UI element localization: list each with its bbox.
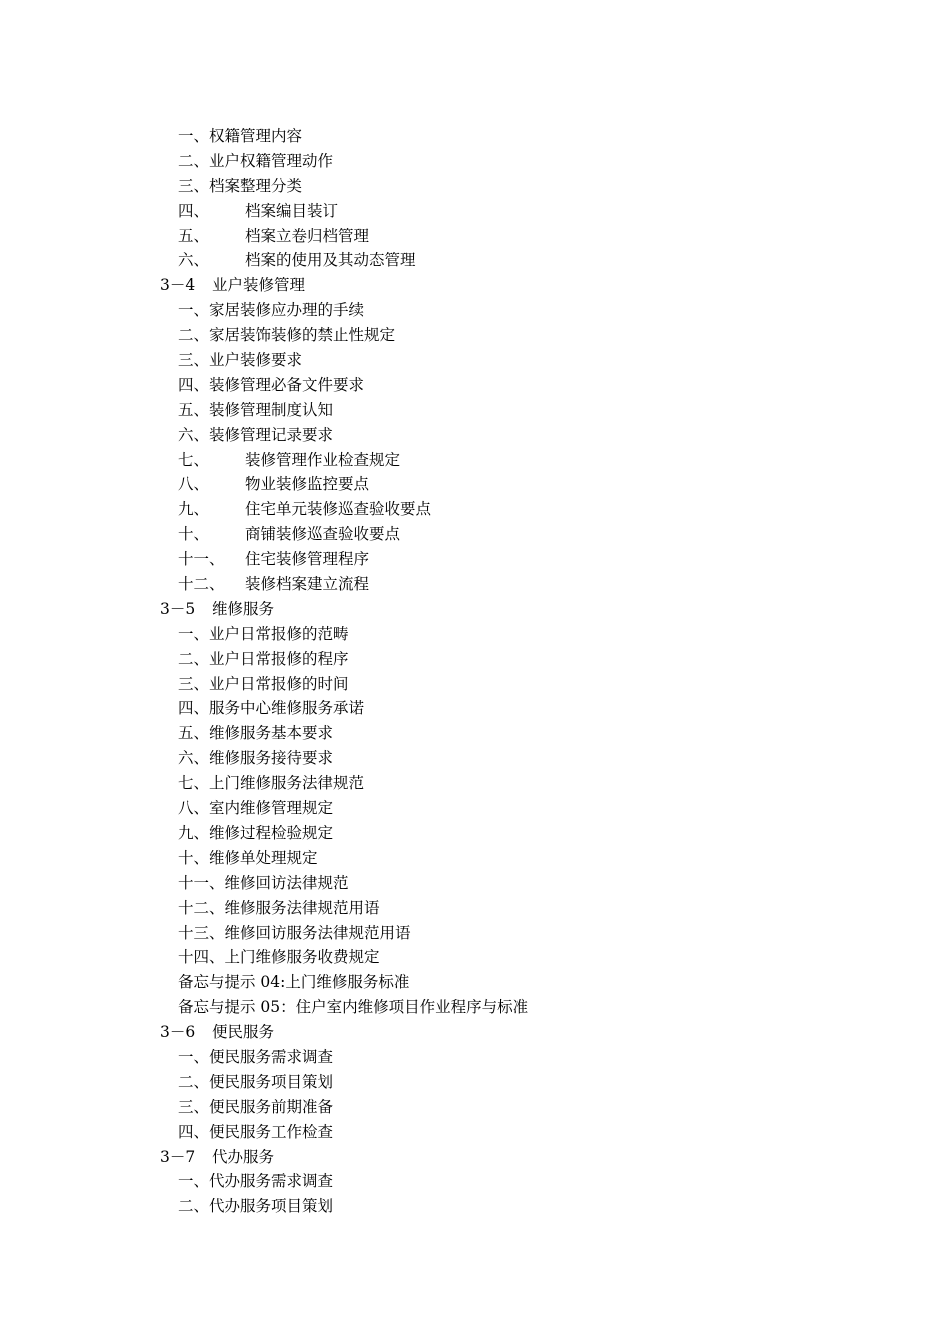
toc-item: 十一、维修回访法律规范: [178, 873, 349, 892]
toc-item: 十、 商铺装修巡查验收要点: [178, 525, 401, 544]
toc-item: 九、 住宅单元装修巡查验收要点: [178, 500, 432, 519]
toc-item: 十二、维修服务法律规范用语: [178, 898, 380, 917]
toc-item: 八、室内维修管理规定: [178, 799, 334, 818]
toc-item: 二、家居装饰装修的禁止性规定: [178, 326, 396, 345]
toc-item: 备忘与提示 04:上门维修服务标准: [178, 973, 410, 992]
toc-item: 六、装修管理记录要求: [178, 425, 334, 444]
toc-item: 十二、 装修档案建立流程: [178, 575, 370, 594]
toc-item: 一、便民服务需求调查: [178, 1047, 334, 1066]
toc-item: 十一、 住宅装修管理程序: [178, 550, 370, 569]
toc-item: 备忘与提示 05：住户室内维修项目作业程序与标准: [178, 998, 529, 1017]
toc-item: 三、便民服务前期准备: [178, 1097, 334, 1116]
toc-item: 一、权籍管理内容: [178, 127, 303, 145]
section-heading: 3－6 便民服务: [160, 1023, 275, 1042]
toc-item: 四、 档案编目装订: [178, 201, 339, 220]
toc-item: 二、业户权籍管理动作: [178, 151, 334, 170]
toc-item: 十四、上门维修服务收费规定: [178, 948, 380, 967]
toc-item: 二、便民服务项目策划: [178, 1072, 334, 1091]
toc-item: 四、装修管理必备文件要求: [178, 375, 365, 394]
toc-item: 二、代办服务项目策划: [178, 1197, 334, 1216]
toc-item: 一、家居装修应办理的手续: [178, 301, 365, 320]
toc-item: 六、维修服务接待要求: [178, 749, 334, 768]
toc-item: 十、维修单处理规定: [178, 848, 318, 867]
toc-item: 三、档案整理分类: [178, 176, 303, 195]
toc-item: 六、 档案的使用及其动态管理: [178, 251, 416, 270]
toc-item: 一、代办服务需求调查: [178, 1172, 334, 1191]
toc-item: 三、业户装修要求: [178, 351, 303, 370]
toc-item: 九、维修过程检验规定: [178, 823, 334, 842]
toc-item: 七、上门维修服务法律规范: [178, 774, 365, 793]
toc-item: 七、 装修管理作业检查规定: [178, 450, 401, 469]
toc-item: 四、服务中心维修服务承诺: [178, 699, 365, 718]
toc-item: 一、业户日常报修的范畴: [178, 624, 349, 643]
toc-item: 四、便民服务工作检查: [178, 1122, 334, 1141]
table-of-contents: [0, 124, 950, 1219]
section-heading: 3－7 代办服务: [160, 1147, 275, 1166]
toc-item: 五、 档案立卷归档管理: [178, 226, 370, 245]
toc-item: 二、业户日常报修的程序: [178, 649, 349, 668]
toc-item: 五、维修服务基本要求: [178, 724, 334, 743]
section-heading: 3－4 业户装修管理: [160, 276, 306, 295]
toc-item: 三、业户日常报修的时间: [178, 674, 349, 693]
toc-item: 八、 物业装修监控要点: [178, 475, 370, 494]
section-heading: 3－5 维修服务: [160, 599, 275, 618]
toc-item: 十三、维修回访服务法律规范用语: [178, 923, 411, 942]
toc-item: 五、装修管理制度认知: [178, 400, 334, 419]
